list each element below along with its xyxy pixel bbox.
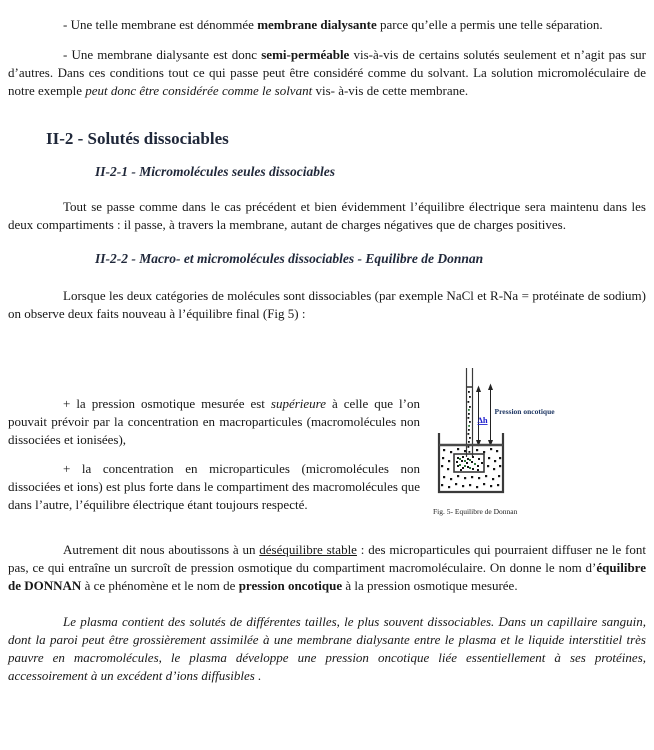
donnan-figure — [433, 364, 646, 503]
para-equilibre-electrique: Tout se passe comme dans le cas précédent et bien évidemment l’équilibre électrique sera maintenu dans les deux compartiments : il passe, à travers la membrane, autant de charges négatives que de charges positives. — [8, 199, 646, 232]
figure-caption: Fig. 5- Equilibre de Donnan — [433, 507, 518, 516]
subsection-heading-micromolecules: II-2-1 - Micromolécules seules dissociables — [95, 164, 335, 179]
bullets-column — [8, 362, 420, 517]
para-membrane-dialysante: - Une telle membrane est dénommée membrane dialysante parce qu’elle a permis une telle séparation. — [63, 17, 603, 32]
oncotic-pressure-label: Pression oncotique — [494, 407, 555, 416]
para-semi-permeable: - Une membrane dialysante est donc semi-perméable vis-à-vis de certains solutés seulement et n’agit pas sur d’autres. Dans ces conditions tout ce qui passe peut être considéré comme du solvant. La solution micromoléculaire de notre exemple peut donc être considérée comme le solvant vis- à-vis de cette membrane. — [8, 47, 647, 98]
para-lorsque: Lorsque les deux catégories de molécules sont dissociables (par exemple NaCl et R-Na = protéinate de sodium) on observe deux faits nouveau à l’équilibre final (Fig 5) : — [8, 288, 646, 321]
bullet-pression-osmotique: + la pression osmotique mesurée est supérieure à celle que l’on pouvait prévoir par la concentration en macroparticules (macromolécules non dissociées et ionisées), — [8, 396, 421, 447]
osmometer-tube — [466, 368, 473, 457]
donnan-figure-drawing — [433, 364, 603, 499]
figure-column — [420, 362, 646, 517]
delta-h-label: Δh — [477, 415, 488, 425]
para-plasma: Le plasma contient des solutés de différentes tailles, le plus souvent dissociables. Dans un capillaire sanguin, dont la paroi peut être grossièrement assimilée à une membrane dialysante entre le plasma et le liquide interstitiel très pauvre en macromolécules, le plasma développe une pression oncotique liée essentiellement à ses protéines, accessoirement à un excédent d’ions diffusibles . — [8, 614, 646, 683]
solute-particles — [441, 391, 501, 488]
bullets-and-figure-row — [8, 362, 646, 517]
subsection-heading-donnan: II-2-2 - Macro- et micromolécules dissociables - Equilibre de Donnan — [95, 251, 484, 266]
oncotic-pressure-arrow — [488, 384, 493, 447]
para-desequilibre-stable: Autrement dit nous aboutissons à un déséquilibre stable : des microparticules qui pourraient diffuser ne le font pas, ce qui entraîne un surcroît de pression osmotique du compartiment macromoléculaire. On donne le nom d’équilibre de DONNAN à ce phénomène et le nom de pression oncotique à la pression osmotique mesurée. — [8, 542, 646, 593]
bullet-concentration-microparticules: + la concentration en microparticules (micromolécules non dissociées et ions) est plus forte dans le compartiment des macromolécules que dans l’autre, l’équilibre électrique étant toujours respecté. — [8, 461, 420, 512]
section-heading-solutes-dissociables: II-2 - Solutés dissociables — [46, 129, 229, 148]
membrane-bag — [454, 454, 484, 472]
